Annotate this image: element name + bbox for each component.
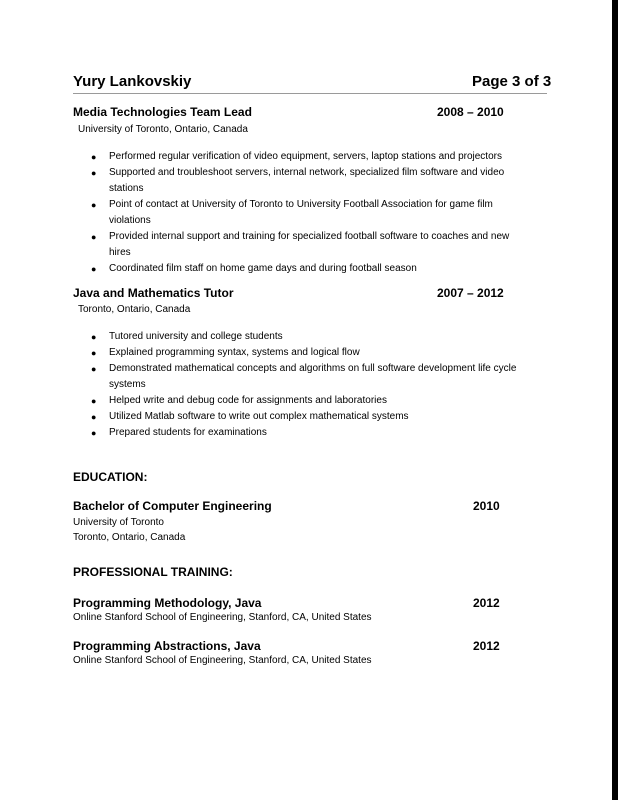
bullet-icon: ● <box>91 428 97 438</box>
list-item: ● Provided internal support and training for specialized football software to coaches and new hires <box>91 231 510 258</box>
resume-name: Yury Lankovskiy <box>73 73 192 90</box>
job-title: Java and Mathematics Tutor <box>73 286 234 300</box>
job-dates: 2007 – 2012 <box>437 286 504 300</box>
list-item: ● Point of contact at University of Toronto to University Football Association for game film violations <box>91 199 493 226</box>
bullet-icon: ● <box>91 332 97 342</box>
training-year: 2012 <box>473 639 500 653</box>
list-item: ● Performed regular verification of video equipment, servers, laptop stations and projectors <box>73 149 533 165</box>
school-location: Toronto, Ontario, Canada <box>73 532 186 543</box>
job-bullet-list <box>73 149 533 277</box>
section-heading-education: EDUCATION: <box>73 470 148 484</box>
training-provider: Online Stanford School of Engineering, Stanford, CA, United States <box>73 612 372 623</box>
degree-year: 2010 <box>473 499 500 513</box>
list-item: ● Utilized Matlab software to write out complex mathematical systems <box>73 409 543 425</box>
list-item: ● Explained programming syntax, systems and logical flow <box>73 345 543 361</box>
bullet-icon: ● <box>91 232 97 242</box>
bullet-icon: ● <box>91 168 97 178</box>
list-item: ● Supported and troubleshoot servers, internal network, specialized film software and video stations <box>91 167 505 194</box>
list-item: ● Coordinated film staff on home game days and during football season <box>73 261 533 277</box>
training-year: 2012 <box>473 596 500 610</box>
job-location: Toronto, Ontario, Canada <box>78 304 191 315</box>
training-title: Programming Abstractions, Java <box>73 639 261 653</box>
section-heading-training: PROFESSIONAL TRAINING: <box>73 565 233 579</box>
bullet-icon: ● <box>91 264 97 274</box>
bullet-icon: ● <box>91 412 97 422</box>
job-location: University of Toronto, Ontario, Canada <box>78 124 248 135</box>
list-item: ● Helped write and debug code for assignments and laboratories <box>73 393 543 409</box>
list-item: ● Demonstrated mathematical concepts and algorithms on full software development life cycle systems <box>91 363 517 390</box>
job-dates: 2008 – 2010 <box>437 105 504 119</box>
job-title: Media Technologies Team Lead <box>73 105 252 119</box>
bullet-icon: ● <box>91 396 97 406</box>
job-bullet-list <box>73 329 543 441</box>
page-number: Page 3 of 3 <box>472 73 552 90</box>
page-edge-bar <box>612 0 618 800</box>
header-rule <box>73 93 547 94</box>
training-provider: Online Stanford School of Engineering, Stanford, CA, United States <box>73 655 372 666</box>
school-name: University of Toronto <box>73 517 164 528</box>
list-item: ● Prepared students for examinations <box>73 425 543 441</box>
bullet-icon: ● <box>91 364 97 374</box>
bullet-icon: ● <box>91 348 97 358</box>
training-title: Programming Methodology, Java <box>73 596 262 610</box>
degree-title: Bachelor of Computer Engineering <box>73 499 272 513</box>
bullet-icon: ● <box>91 200 97 210</box>
list-item: ● Tutored university and college students <box>73 329 543 345</box>
bullet-icon: ● <box>91 152 97 162</box>
